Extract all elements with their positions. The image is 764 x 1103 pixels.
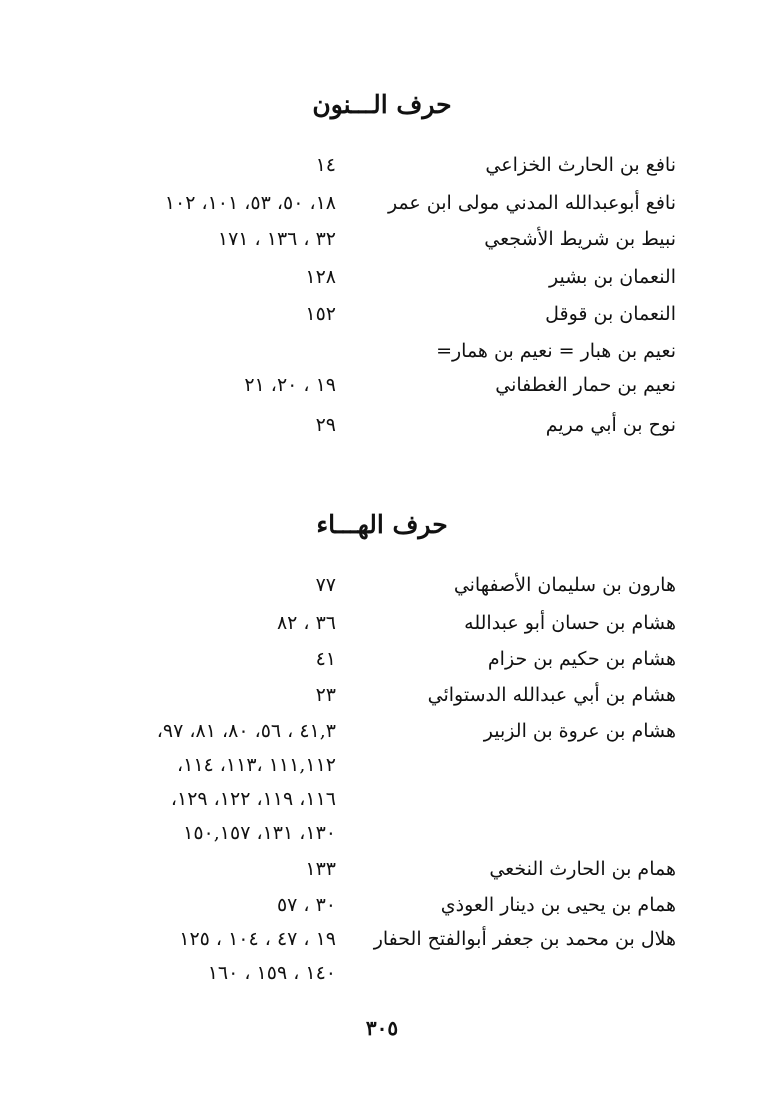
entry-pages: ٧٧ [315,574,336,596]
entry-name: هشام بن عروة بن الزبير [483,720,676,742]
entry-pages: ١١١,١١٢ ،١١٣، ١١٤، [176,754,336,776]
entry-name: همام بن الحارث النخعي [489,858,676,880]
index-entry [0,574,764,608]
entry-pages: ١٩ ، ٢٠، ٢١ [244,374,336,396]
entry-pages: ١٩ ، ٤٧ ، ١٠٤ ، ١٢٥ [179,928,336,950]
entry-pages: ٣٦ ، ٨٢ [276,612,336,634]
index-entry [0,340,764,374]
index-entry [0,192,764,226]
entry-name: هلال بن محمد بن جعفر أبوالفتح الحفار [373,928,676,950]
entry-pages: ١٥٢ [305,303,336,325]
entry-name: هشام بن حكيم بن حزام [487,648,676,670]
entry-name: نافع بن الحارث الخزاعي [485,154,676,176]
entry-pages: ٢٩ [315,414,336,436]
entry-pages: ٣٢ ، ١٣٦ ، ١٧١ [217,228,336,250]
entry-pages: ١٤ [315,154,336,176]
entry-name: نعيم بن هبار = نعيم بن همار= [436,340,676,362]
index-entry [0,928,764,962]
entry-name: نافع أبوعبدالله المدني مولى ابن عمر [387,192,676,214]
entry-pages: ٣٠ ، ٥٧ [276,894,336,916]
entry-pages: ٢٣ [315,684,336,706]
index-entry [0,303,764,337]
entry-pages: ١٤٠ ، ١٥٩ ، ١٦٠ [207,962,336,984]
index-entry [0,684,764,718]
entry-name: هشام بن أبي عبدالله الدستوائي [427,684,676,706]
entry-name: نبيط بن شريط الأشجعي [484,228,676,250]
index-entry-continuation [0,822,764,856]
index-entry [0,374,764,408]
entry-pages: ١٣٠، ١٣١، ١٥٠,١٥٧ [183,822,336,844]
entry-name: نوح بن أبي مريم [545,414,676,436]
index-entry [0,894,764,928]
index-entry [0,720,764,754]
entry-pages: ٤١ [315,648,336,670]
entry-name: هارون بن سليمان الأصفهاني [453,574,676,596]
entry-name: هشام بن حسان أبو عبدالله [464,612,676,634]
index-entry [0,414,764,448]
index-entry [0,858,764,892]
page-number: ٣٠٥ [365,1016,399,1040]
entry-name: همام بن يحيى بن دينار العوذي [440,894,676,916]
entry-name: النعمان بن بشير [549,266,676,288]
section-heading-ha: حرف الهـــاء [316,510,448,539]
index-entry-continuation [0,962,764,996]
entry-pages: ٤١,٣ ، ٥٦، ٨٠، ٨١، ٩٧، [156,720,336,742]
index-entry [0,648,764,682]
index-entry [0,612,764,646]
index-entry-continuation [0,788,764,822]
index-entry [0,154,764,188]
index-entry [0,228,764,262]
entry-pages: ١١٦، ١١٩، ١٢٢، ١٢٩، [170,788,336,810]
entry-pages: ١٨، ٥٠، ٥٣، ١٠١، ١٠٢ [164,192,336,214]
entry-name: النعمان بن قوقل [545,303,676,325]
entry-pages: ١٢٨ [305,266,336,288]
index-entry-continuation [0,754,764,788]
index-entry [0,266,764,300]
entry-name: نعيم بن حمار الغطفاني [495,374,676,396]
entry-pages: ١٣٣ [305,858,336,880]
section-heading-nun: حرف الـــنون [312,90,452,119]
